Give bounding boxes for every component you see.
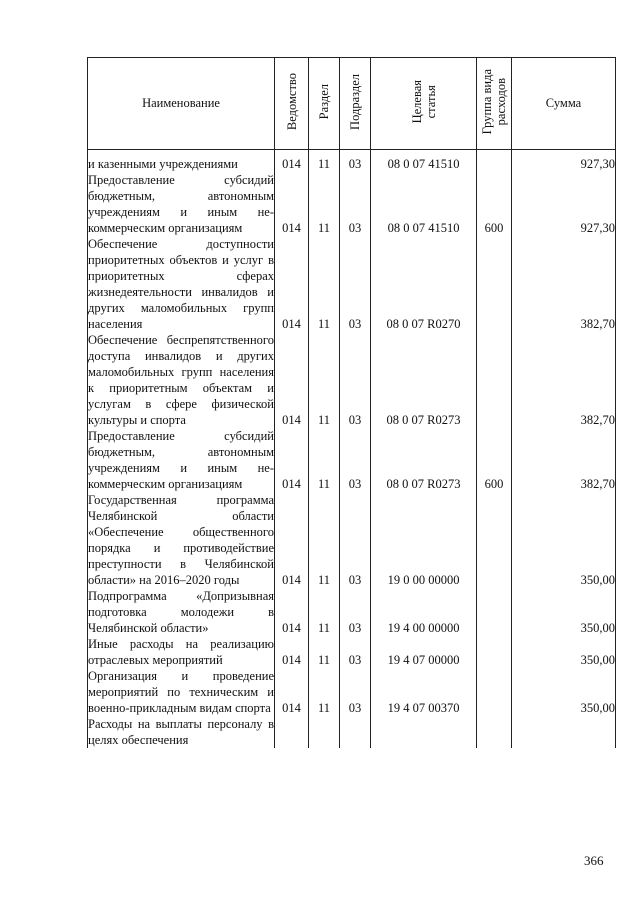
row-name: Расходы на выплаты персоналу в целях обеспечения	[88, 717, 274, 747]
row-razdel	[309, 716, 340, 748]
row-celevaya-statya: 08 0 07 R0273	[371, 428, 477, 492]
row-podrazdel: 03	[340, 588, 371, 636]
row-gruppa: 600	[477, 172, 512, 236]
row-podrazdel: 03	[340, 428, 371, 492]
row-podrazdel: 03	[340, 332, 371, 428]
row-gruppa	[477, 332, 512, 428]
row-summa	[512, 716, 616, 748]
row-celevaya-statya: 19 0 00 00000	[371, 492, 477, 588]
row-vedomstvo: 014	[275, 172, 309, 236]
row-vedomstvo	[275, 716, 309, 748]
row-podrazdel: 03	[340, 172, 371, 236]
row-gruppa	[477, 636, 512, 668]
row-vedomstvo: 014	[275, 636, 309, 668]
row-razdel: 11	[309, 636, 340, 668]
row-celevaya-statya: 08 0 07 R0270	[371, 236, 477, 332]
row-podrazdel: 03	[340, 236, 371, 332]
row-podrazdel: 03	[340, 636, 371, 668]
row-name: Обеспечение доступности приоритетных объектов и услуг в приоритетных сферах жизнедеятельности инвалидов и других маломобильных групп населения	[88, 237, 274, 331]
table-row	[88, 492, 616, 588]
row-summa: 350,00	[512, 636, 616, 668]
row-celevaya-statya: 19 4 07 00000	[371, 636, 477, 668]
header-podrazdel: Подраздел	[340, 58, 371, 150]
table-row	[88, 588, 616, 636]
header-summa: Сумма	[512, 58, 616, 150]
row-gruppa	[477, 156, 512, 172]
header-gruppa-vida-rashodov: Группа вида расходов	[477, 58, 512, 150]
header-vedomstvo: Ведомство	[275, 58, 309, 150]
table-row	[88, 172, 616, 236]
table-row	[88, 668, 616, 716]
row-vedomstvo: 014	[275, 428, 309, 492]
row-summa: 350,00	[512, 588, 616, 636]
row-celevaya-statya: 19 4 07 00370	[371, 668, 477, 716]
row-name: и казенными учреждениями	[88, 156, 275, 172]
row-summa: 382,70	[512, 236, 616, 332]
row-gruppa	[477, 716, 512, 748]
row-name: Организация и проведение мероприятий по техническим и военно-прикладным видам спорта	[88, 669, 274, 715]
header-celevaya-statya: Целевая статья	[371, 58, 477, 150]
row-razdel: 11	[309, 332, 340, 428]
row-summa: 350,00	[512, 668, 616, 716]
row-vedomstvo: 014	[275, 332, 309, 428]
row-summa: 927,30	[512, 172, 616, 236]
row-vedomstvo: 014	[275, 588, 309, 636]
table-row	[88, 428, 616, 492]
row-celevaya-statya: 08 0 07 R0273	[371, 332, 477, 428]
row-name: Обеспечение беспрепятственного доступа инвалидов и других маломобильных групп населения к приоритетным объектам и услугам в сфере физической культуры и спорта	[88, 333, 274, 427]
row-summa: 382,70	[512, 332, 616, 428]
row-name: Предоставление субсидий бюджетным, автономным учреждениям и иным некоммерческим организациям	[88, 429, 274, 491]
row-vedomstvo: 014	[275, 668, 309, 716]
table-header-row	[88, 58, 616, 150]
row-celevaya-statya: 19 4 00 00000	[371, 588, 477, 636]
header-name: Наименование	[88, 58, 275, 150]
row-gruppa	[477, 492, 512, 588]
row-summa: 927,30	[512, 156, 616, 172]
row-celevaya-statya: 08 0 07 41510	[371, 172, 477, 236]
page-number: 366	[584, 853, 604, 868]
header-razdel: Раздел	[309, 58, 340, 150]
row-gruppa: 600	[477, 428, 512, 492]
row-gruppa	[477, 668, 512, 716]
row-summa: 382,70	[512, 428, 616, 492]
row-name: Предоставление субсидий бюджетным, автономным учреждениям и иным некоммерческим организациям	[88, 173, 274, 235]
table-row	[88, 636, 616, 668]
row-razdel: 11	[309, 492, 340, 588]
row-razdel: 11	[309, 172, 340, 236]
table-row	[88, 236, 616, 332]
row-razdel: 11	[309, 588, 340, 636]
table-row	[88, 332, 616, 428]
row-vedomstvo: 014	[275, 236, 309, 332]
row-vedomstvo: 014	[275, 492, 309, 588]
row-name: Иные расходы на реализацию отраслевых мероприятий	[88, 637, 274, 667]
row-gruppa	[477, 588, 512, 636]
budget-table	[87, 57, 616, 748]
row-podrazdel	[340, 716, 371, 748]
row-vedomstvo: 014	[275, 156, 309, 172]
row-podrazdel: 03	[340, 668, 371, 716]
row-razdel: 11	[309, 236, 340, 332]
row-razdel: 11	[309, 428, 340, 492]
row-summa: 350,00	[512, 492, 616, 588]
table-row	[88, 156, 616, 172]
row-celevaya-statya: 08 0 07 41510	[371, 156, 477, 172]
row-razdel: 11	[309, 668, 340, 716]
table-row	[88, 716, 616, 748]
row-podrazdel: 03	[340, 492, 371, 588]
row-gruppa	[477, 236, 512, 332]
row-razdel: 11	[309, 156, 340, 172]
row-celevaya-statya	[371, 716, 477, 748]
row-podrazdel: 03	[340, 156, 371, 172]
row-name: Подпрограмма «Допризывная подготовка молодежи в Челябинской области»	[88, 589, 274, 635]
row-name: Государственная программа Челябинской области «Обеспечение общественного порядка и противодействие преступности в Челябинской области» на 2016–2020 годы	[88, 493, 274, 587]
